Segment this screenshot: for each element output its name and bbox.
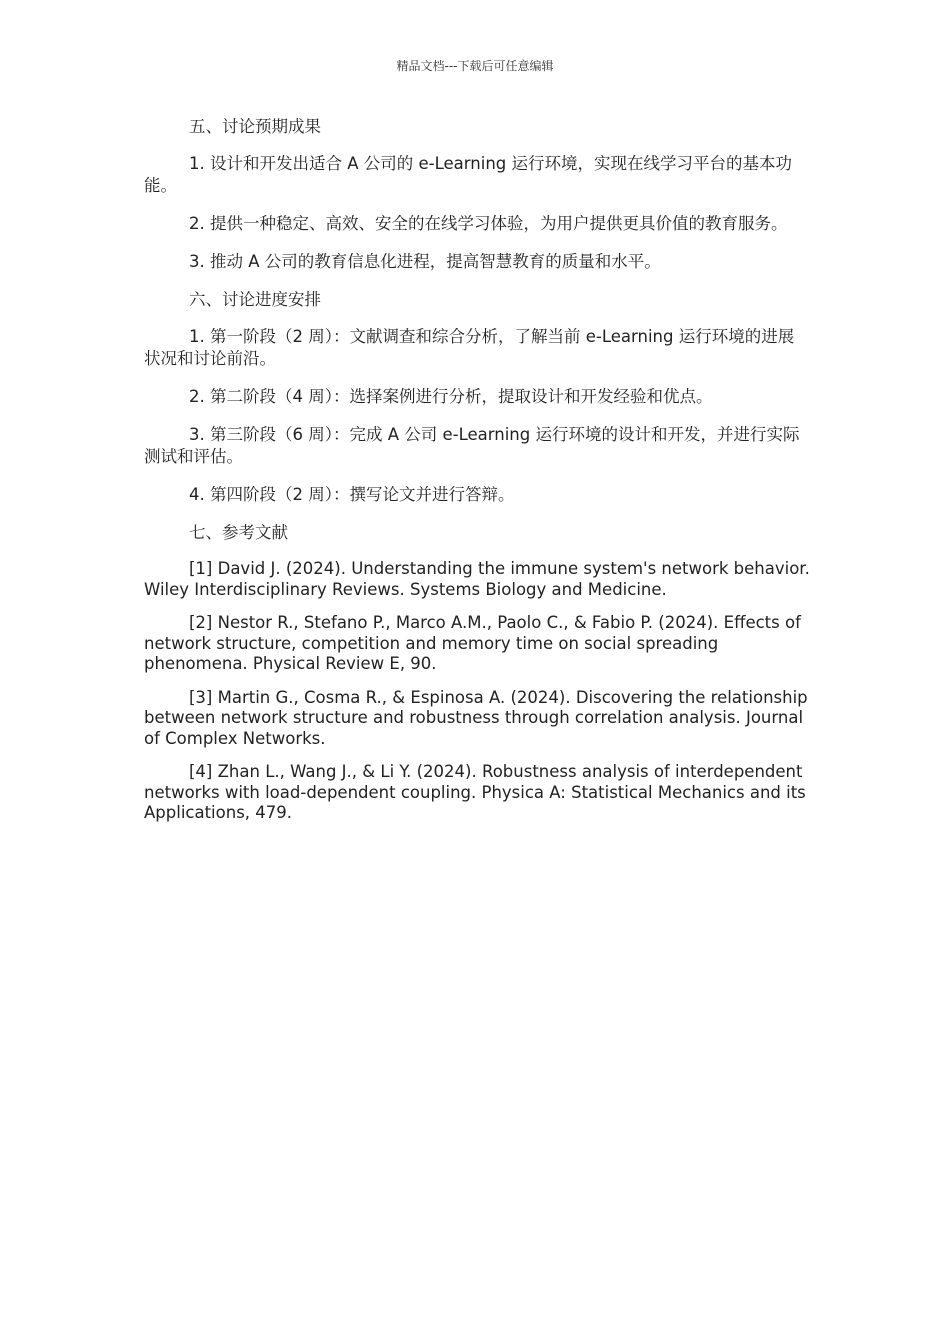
section-heading-references: 七、参考文献 (189, 523, 288, 542)
reference-item: [4] Zhan L., Wang J., & Li Y. (2024). Robustness analysis of interdependent networks with load-dependent coupling. Physica A: Statistical Mechanics and its Applications, 479. (144, 762, 806, 822)
schedule-item: 2. 第二阶段（4 周）：选择案例进行分析，提取设计和开发经验和优点。 (189, 387, 713, 406)
expected-result-item: 1. 设计和开发出适合 A 公司的 e-Learning 运行环境，实现在线学习平台的基本功能。 (144, 154, 792, 195)
schedule-item: 3. 第三阶段（6 周）：完成 A 公司 e-Learning 运行环境的设计和开发，并进行实际测试和评估。 (144, 425, 800, 466)
expected-result-item: 3. 推动 A 公司的教育信息化进程，提高智慧教育的质量和水平。 (189, 252, 661, 271)
reference-item: [1] David J. (2024). Understanding the immune system's network behavior. Wiley Interdisciplinary Reviews. Systems Biology and Medicine. (144, 559, 810, 599)
section-heading-expected-results: 五、讨论预期成果 (189, 117, 321, 136)
schedule-item: 1. 第一阶段（2 周）：文献调查和综合分析，了解当前 e-Learning 运行环境的进展状况和讨论前沿。 (144, 327, 795, 368)
page-header: 精品文档---下载后可任意编辑 (396, 59, 554, 73)
schedule-item: 4. 第四阶段（2 周）：撰写论文并进行答辩。 (189, 485, 515, 504)
expected-result-item: 2. 提供一种稳定、高效、安全的在线学习体验，为用户提供更具价值的教育服务。 (189, 214, 788, 233)
section-heading-schedule: 六、讨论进度安排 (189, 290, 321, 309)
document-body (144, 116, 810, 837)
reference-item: [2] Nestor R., Stefano P., Marco A.M., Paolo C., & Fabio P. (2024). Effects of network structure, competition and memory time on social spreading phenomena. Physical Review E, 90. (144, 613, 801, 673)
reference-item: [3] Martin G., Cosma R., & Espinosa A. (2024). Discovering the relationship between network structure and robustness through correlation analysis. Journal of Complex Networks. (144, 687, 808, 748)
